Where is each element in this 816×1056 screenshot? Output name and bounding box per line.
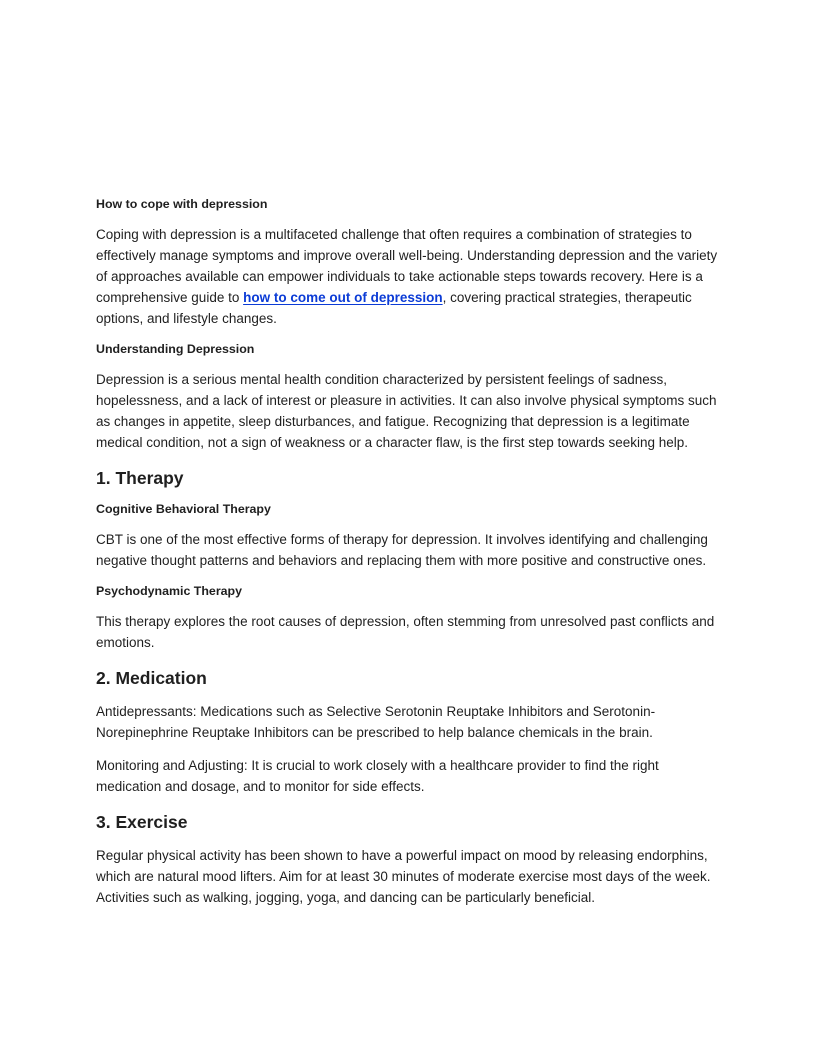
understanding-heading: Understanding Depression <box>96 342 255 356</box>
understanding-paragraph: Depression is a serious mental health condition characterized by persistent feelings of sadness, hopelessness, and a lack of interest or pleasure in activities. It can also involve physical symptoms such as changes in appetite, sleep disturbances, and fatigue. Recognizing that depression is a legitimate medical condition, not a sign of weakness or a character flaw, is the first step towards seeking help. <box>96 372 717 450</box>
exercise-paragraph: Regular physical activity has been shown to have a powerful impact on mood by releasing endorphins, which are natural mood lifters. Aim for at least 30 minutes of moderate exercise most days of the week. Activities such as walking, jogging, yoga, and dancing can be particularly beneficial. <box>96 848 711 905</box>
document-page <box>96 196 722 908</box>
cbt-paragraph: CBT is one of the most effective forms of therapy for depression. It involves identifying and challenging negative thought patterns and behaviors and replacing them with more positive and constructive ones. <box>96 532 708 568</box>
depression-guide-link[interactable]: how to come out of depression <box>243 290 443 305</box>
monitoring-paragraph: Monitoring and Adjusting: It is crucial to work closely with a healthcare provider to find the right medication and dosage, and to monitor for side effects. <box>96 758 659 794</box>
intro-paragraph <box>96 224 722 329</box>
psychodynamic-heading: Psychodynamic Therapy <box>96 584 242 598</box>
document-title: How to cope with depression <box>96 197 268 211</box>
therapy-heading: 1. Therapy <box>96 468 184 488</box>
medication-heading: 2. Medication <box>96 668 207 688</box>
antidepressants-paragraph: Antidepressants: Medications such as Selective Serotonin Reuptake Inhibitors and Serotonin-Norepinephrine Reuptake Inhibitors can be prescribed to help balance chemicals in the brain. <box>96 704 656 740</box>
psychodynamic-paragraph: This therapy explores the root causes of depression, often stemming from unresolved past conflicts and emotions. <box>96 614 715 650</box>
exercise-heading: 3. Exercise <box>96 812 188 832</box>
intro-text-after: , covering practical strategies, therapeutic options, and lifestyle changes. <box>96 290 692 326</box>
cbt-heading: Cognitive Behavioral Therapy <box>96 502 271 516</box>
intro-text-before: Coping with depression is a multifaceted challenge that often requires a combination of strategies to effectively manage symptoms and improve overall well-being. Understanding depression and the variety of approaches available can empower individuals to take actionable steps towards recovery. Here is a comprehensive guide to <box>96 227 718 305</box>
